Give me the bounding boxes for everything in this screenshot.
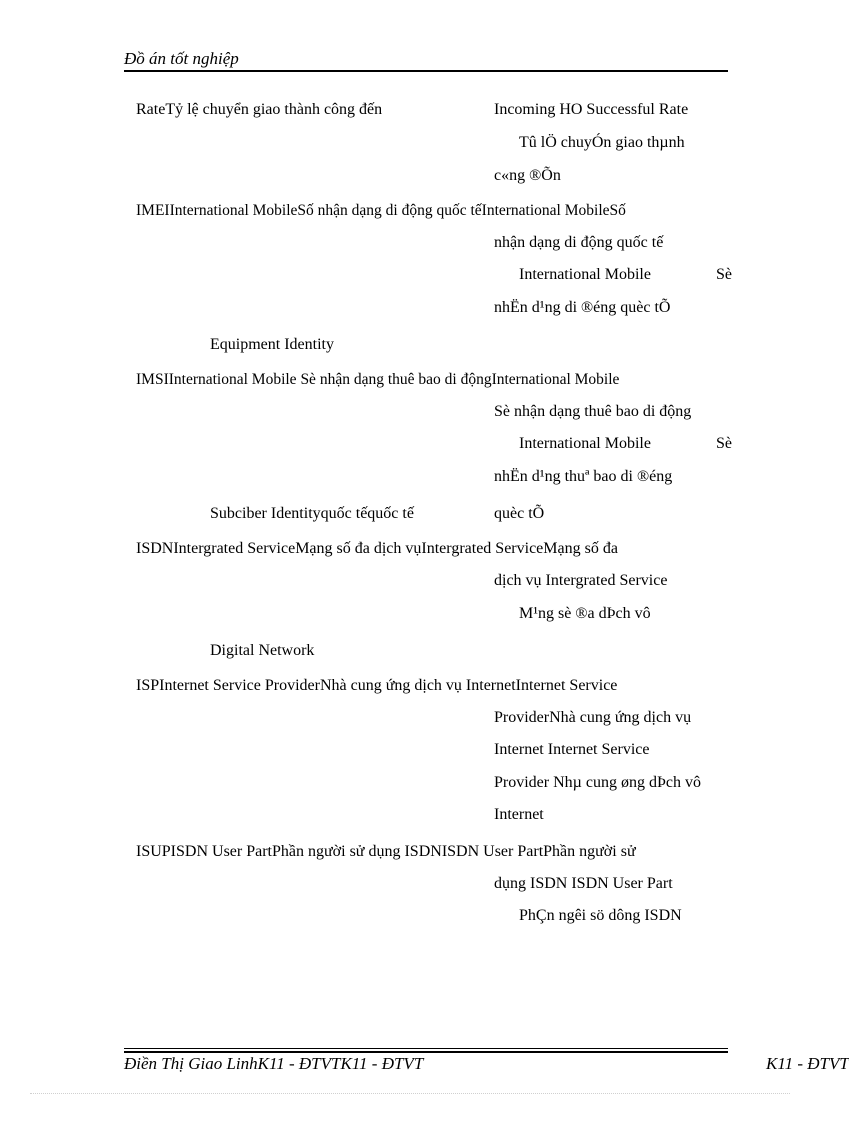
- text-line: Digital Network: [210, 642, 315, 659]
- text-line: Internet: [494, 806, 544, 823]
- text-line: IMEIInternational MobileSố nhận dạng di động quốc tếInternational MobileSố: [136, 202, 626, 219]
- text-line: quèc tÕ: [494, 505, 545, 522]
- text-line: nhËn d¹ng di ®éng quèc tÕ: [494, 299, 671, 316]
- text-line: c«ng ®Õn: [494, 167, 561, 184]
- text-line: Sè: [716, 266, 732, 283]
- text-line: ISUPISDN User PartPhần người sử dụng ISDNISDN User PartPhần người sử: [136, 843, 636, 860]
- footer-rule: [124, 1048, 728, 1049]
- footer-author: Điền Thị Giao LinhK11 - ĐTVTK11 - ĐTVT: [124, 1054, 424, 1073]
- text-line: Provider Nhµ cung øng dÞch vô: [494, 774, 701, 791]
- text-line: dụng ISDN ISDN User Part: [494, 875, 673, 892]
- footer-rule: [124, 1051, 728, 1053]
- text-line: nhận dạng di động quốc tế: [494, 234, 664, 251]
- text-line: Internet Internet Service: [494, 741, 650, 758]
- text-line: ISDNIntergrated ServiceMạng số đa dịch vụIntergrated ServiceMạng số đa: [136, 540, 618, 557]
- text-line: International Mobile: [519, 435, 651, 452]
- text-line: Equipment Identity: [210, 336, 334, 353]
- text-line: IMSIInternational Mobile Sè nhận dạng thuê bao di độngInternational Mobile: [136, 371, 620, 388]
- text-line: Tû lÖ chuyÓn giao thµnh: [519, 134, 685, 151]
- text-line: Sè: [716, 435, 732, 452]
- footer-page-label: K11 - ĐTVT: [766, 1054, 849, 1073]
- text-line: M¹ng sè ®a dÞch vô: [519, 605, 651, 622]
- page-header-title: Đồ án tốt nghiệp: [124, 49, 239, 68]
- text-line: dịch vụ Intergrated Service: [494, 572, 668, 589]
- text-line: Subciber Identityquốc tếquốc tế: [210, 505, 414, 522]
- page-bottom-dotted-line: [30, 1093, 790, 1094]
- text-line: ProviderNhà cung ứng dịch vụ: [494, 709, 692, 726]
- text-line: Sè nhận dạng thuê bao di động: [494, 403, 692, 420]
- text-line: Incoming HO Successful Rate: [494, 101, 689, 118]
- text-line: International Mobile: [519, 266, 651, 283]
- text-line: nhËn d¹ng thuª bao di ®éng: [494, 468, 673, 485]
- text-line: RateTỷ lệ chuyển giao thành công đến: [136, 101, 383, 118]
- text-line: ISPInternet Service ProviderNhà cung ứng dịch vụ InternetInternet Service: [136, 677, 618, 694]
- header-rule: [124, 70, 728, 72]
- text-line: PhÇn ngêi sö dông ISDN: [519, 907, 682, 924]
